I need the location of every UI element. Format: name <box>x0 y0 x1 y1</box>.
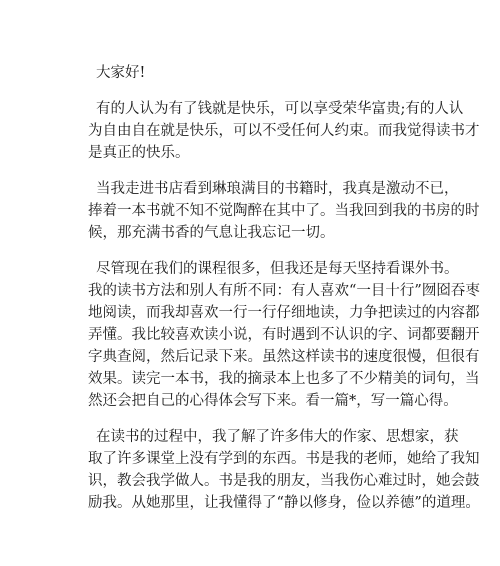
paragraph-line: 然还会把自己的心得体会写下来。看一篇*，写一篇心得。 <box>88 393 458 409</box>
paragraph-line: 是真正的快乐。 <box>88 145 190 161</box>
paragraph-line: 有的人认为有了钱就是快乐，可以享受荣华富贵;有的人认 <box>96 101 464 117</box>
paragraph-3 <box>88 258 480 412</box>
paragraph-line: 候，那充满书香的气息让我忘记一切。 <box>88 225 335 241</box>
paragraph-line: 识，教会我学做人。书是我的朋友，当我伤心难过时，她会鼓 <box>88 473 480 489</box>
paragraph-line: 励我。从她那里，让我懂得了“静以修身，俭以养德”的道理。 <box>88 495 480 511</box>
document-body <box>88 62 480 528</box>
paragraph-1 <box>88 98 480 164</box>
paragraph-line: 地阅读，而我却喜欢一行一行仔细地读，力争把读过的内容都 <box>88 305 480 321</box>
paragraph-line: 捧着一本书就不知不觉陶醉在其中了。当我回到我的书房的时 <box>88 203 480 219</box>
paragraph-line: 效果。读完一本书，我的摘录本上也多了不少精美的词句，当 <box>88 371 480 387</box>
paragraph-line: 字典查阅，然后记录下来。虽然这样读书的速度很慢，但很有 <box>88 349 480 365</box>
paragraph-line: 为自由自在就是快乐，可以不受任何人约束。而我觉得读书才 <box>88 123 480 139</box>
paragraph-line: 尽管现在我们的课程很多，但我还是每天坚持看课外书。 <box>96 261 459 277</box>
paragraph-4 <box>88 426 480 514</box>
greeting-text: 大家好! <box>96 65 146 81</box>
paragraph-line: 我的读书方法和别人有所不同：有人喜欢“一目十行”囫囵吞枣 <box>88 283 480 299</box>
paragraph-line: 在读书的过程中，我了解了许多伟大的作家、思想家，获 <box>96 429 459 445</box>
paragraph-line: 取了许多课堂上没有学到的东西。书是我的老师，她给了我知 <box>88 451 480 467</box>
paragraph-line: 弄懂。我比较喜欢读小说，有时遇到不认识的字、词都要翻开 <box>88 327 480 343</box>
paragraph-2 <box>88 178 480 244</box>
paragraph-line: 当我走进书店看到琳琅满目的书籍时，我真是激动不已， <box>96 181 459 197</box>
